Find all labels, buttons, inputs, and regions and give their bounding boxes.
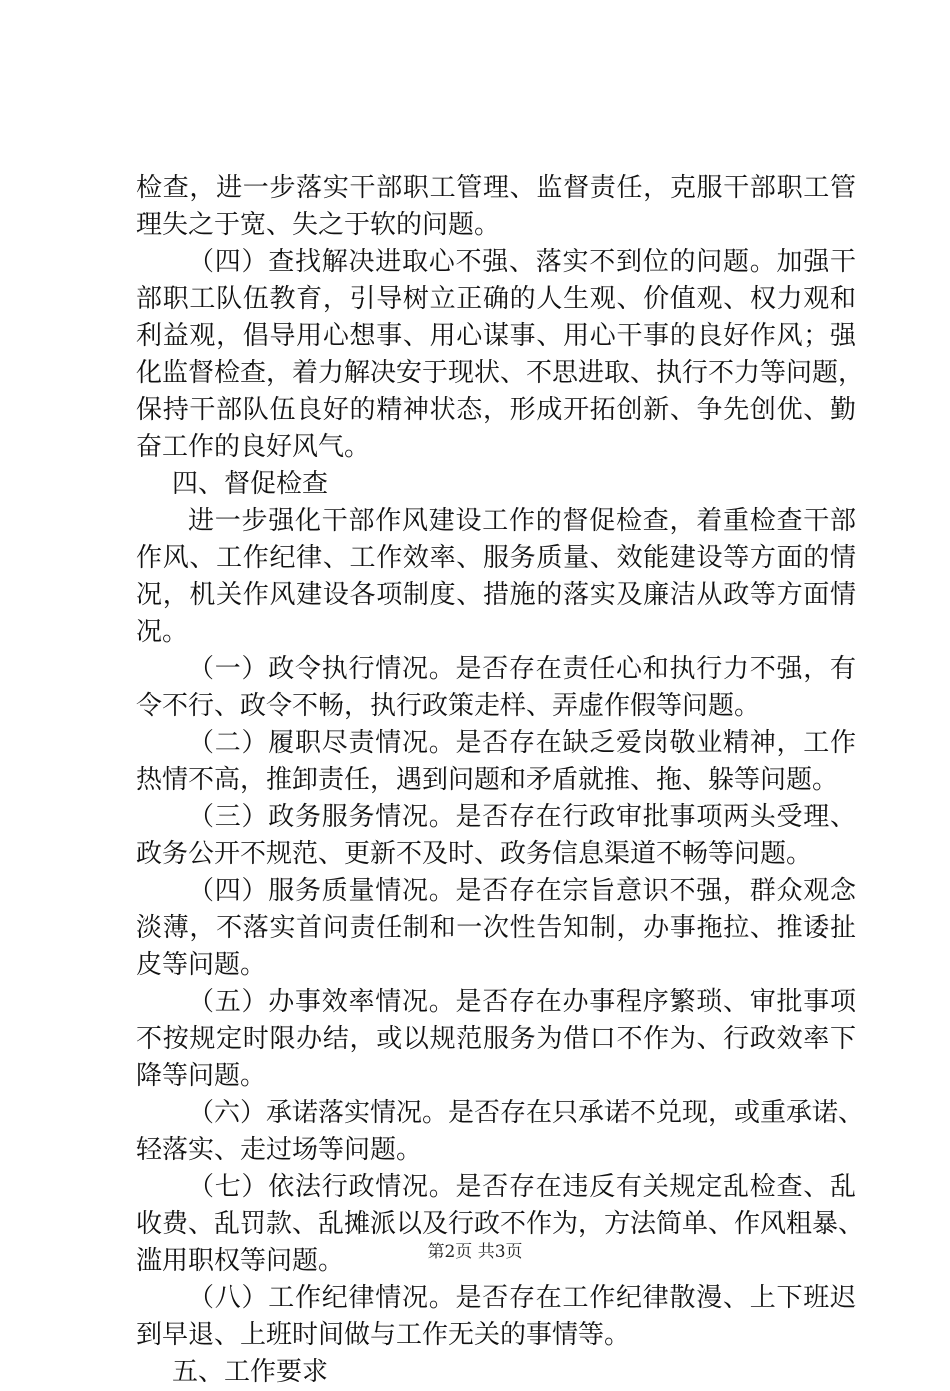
- text-line: 检查，进一步落实干部职工管理、监督责任，克服干部职工管: [136, 173, 856, 203]
- text-line: 化监督检查，着力解决安于现状、不思进取、执行不力等问题，: [136, 358, 865, 388]
- text-line: （一）政令执行情况。是否存在责任心和执行力不强，有: [188, 654, 856, 684]
- text-line: 作风、工作纪律、工作效率、服务质量、效能建设等方面的情: [136, 543, 856, 573]
- text-line: 到早退、上班时间做与工作无关的事情等。: [136, 1320, 631, 1350]
- text-line: 理失之于宽、失之于软的问题。: [136, 210, 501, 240]
- page-footer: 第2页 共3页: [427, 1242, 523, 1262]
- text-line: 进一步强化干部作风建设工作的督促检查，着重检查干部: [188, 506, 856, 536]
- text-line: 奋工作的良好风气。: [136, 432, 371, 462]
- text-line: 降等问题。: [136, 1061, 267, 1091]
- text-line: 令不行、政令不畅，执行政策走样、弄虚作假等问题。: [136, 691, 761, 721]
- text-line: 政务公开不规范、更新不及时、政务信息渠道不畅等问题。: [136, 839, 813, 869]
- text-line: （二）履职尽责情况。是否存在缺乏爱岗敬业精神，工作: [188, 728, 856, 758]
- text-line: 热情不高，推卸责任，遇到问题和矛盾就推、拖、躲等问题。: [136, 765, 839, 795]
- text-line: 皮等问题。: [136, 950, 267, 980]
- text-line: 滥用职权等问题。: [136, 1246, 345, 1276]
- document-body: [136, 170, 865, 1391]
- text-line: 部职工队伍教育，引导树立正确的人生观、价值观、权力观和: [136, 284, 856, 314]
- text-line: 利益观，倡导用心想事、用心谋事、用心干事的良好作风；强: [136, 321, 856, 351]
- section-heading: 五、工作要求: [172, 1357, 329, 1387]
- text-line: 况。: [136, 617, 189, 647]
- text-line: （四）查找解决进取心不强、落实不到位的问题。加强干: [188, 247, 856, 277]
- text-line: （四）服务质量情况。是否存在宗旨意识不强，群众观念: [188, 876, 856, 906]
- text-line: （五）办事效率情况。是否存在办事程序繁琐、审批事项: [188, 987, 856, 1017]
- text-line: 收费、乱罚款、乱摊派以及行政不作为，方法简单、作风粗暴、: [136, 1209, 865, 1239]
- text-line: （六）承诺落实情况。是否存在只承诺不兑现，或重承诺、: [188, 1098, 865, 1128]
- text-line: （三）政务服务情况。是否存在行政审批事项两头受理、: [188, 802, 856, 832]
- text-line: 轻落实、走过场等问题。: [136, 1135, 423, 1165]
- text-line: （八）工作纪律情况。是否存在工作纪律散漫、上下班迟: [188, 1283, 856, 1313]
- text-line: 况，机关作风建设各项制度、措施的落实及廉洁从政等方面情: [136, 580, 856, 610]
- text-line: 不按规定时限办结，或以规范服务为借口不作为、行政效率下: [136, 1024, 856, 1054]
- text-line: 淡薄，不落实首问责任制和一次性告知制，办事拖拉、推诿扯: [136, 913, 856, 943]
- text-line: 保持干部队伍良好的精神状态，形成开拓创新、争先创优、勤: [136, 395, 856, 425]
- text-line: （七）依法行政情况。是否存在违反有关规定乱检查、乱: [188, 1172, 856, 1202]
- section-heading: 四、督促检查: [172, 469, 329, 499]
